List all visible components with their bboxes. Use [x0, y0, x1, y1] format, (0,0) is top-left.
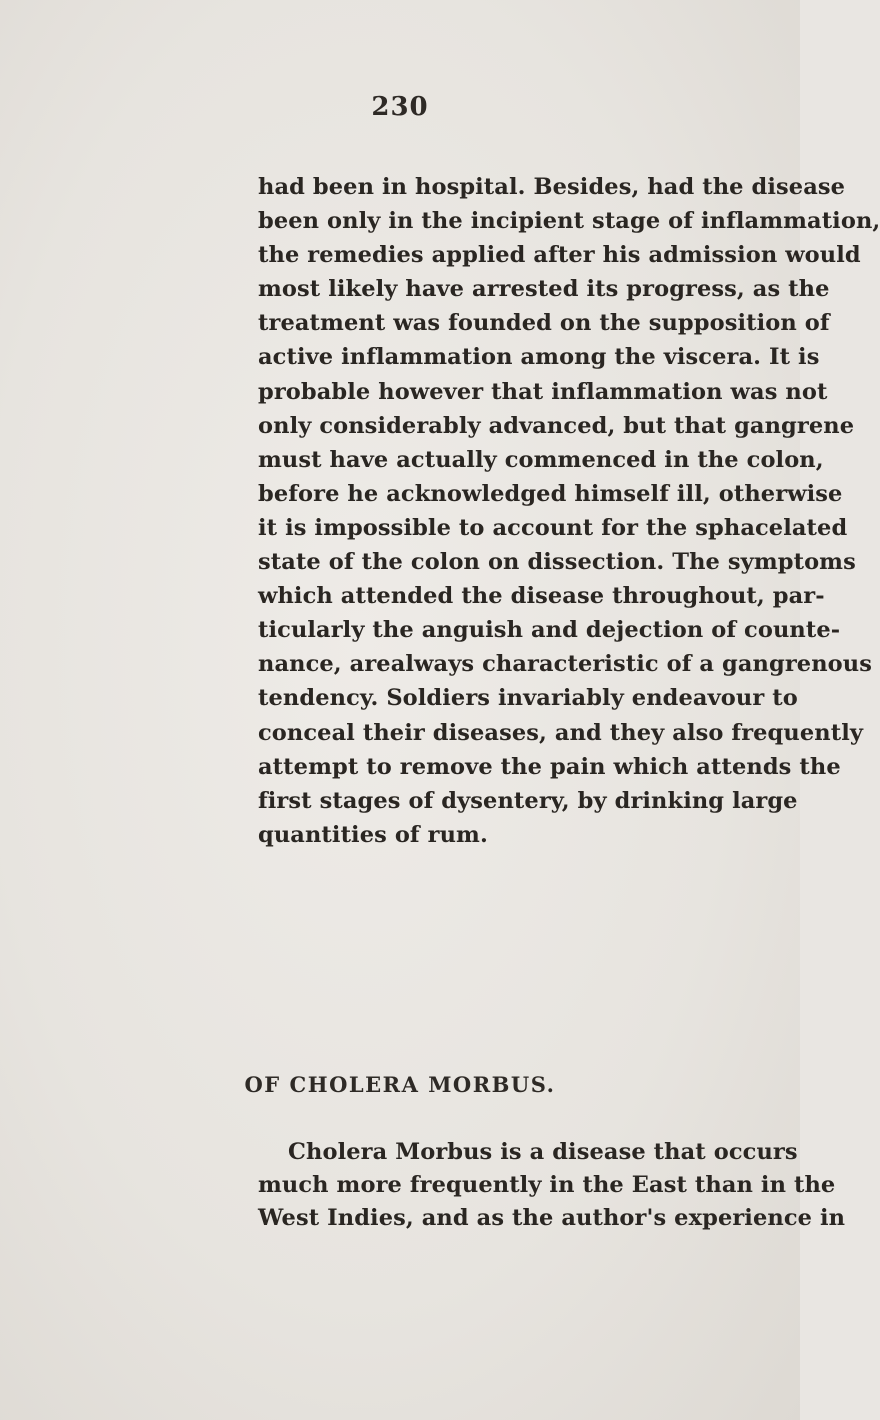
text-line: first stages of dysentery, by drinking large — [258, 787, 798, 814]
text-line: conceal their diseases, and they also frequently — [258, 719, 864, 746]
text-line: must have actually commenced in the colon, — [258, 446, 824, 473]
text-line: West Indies, and as the author's experience in — [258, 1205, 846, 1231]
text-line: treatment was founded on the supposition of — [258, 310, 830, 337]
text-line: the remedies applied after his admission would — [258, 242, 861, 269]
text-line: Cholera Morbus is a disease that occurs — [288, 1139, 798, 1165]
text-line: which attended the disease throughout, par- — [258, 583, 825, 610]
text-line: active inflammation among the viscera. It is — [258, 344, 820, 371]
text-line: state of the colon on dissection. The symptoms — [258, 549, 856, 576]
text-line: it is impossible to account for the sphacelated — [258, 514, 848, 541]
text-line: most likely have arrested its progress, as the — [258, 276, 830, 303]
text-line: had been in hospital. Besides, had the disease — [258, 174, 846, 200]
text-line: attempt to remove the pain which attends the — [258, 753, 841, 780]
text-line: quantities of rum. — [258, 821, 488, 848]
text-line: tendency. Soldiers invariably endeavour to — [258, 685, 798, 712]
paragraph-1 — [258, 170, 880, 852]
text-line: nance, arealways characteristic of a gangrenous — [258, 651, 872, 678]
page-number: 230 — [371, 92, 429, 122]
text-line: ticularly the anguish and dejection of counte- — [258, 617, 841, 644]
text-line: probable however that inflammation was not — [258, 378, 828, 405]
text-line: before he acknowledged himself ill, otherwise — [258, 480, 843, 507]
text-line: been only in the incipient stage of inflammation, — [258, 208, 880, 235]
section-heading: OF CHOLERA MORBUS. — [244, 1072, 556, 1097]
text-line: only considerably advanced, but that gangrene — [258, 412, 855, 439]
paragraph-2 — [258, 1136, 846, 1235]
text-line: much more frequently in the East than in the — [258, 1172, 836, 1198]
